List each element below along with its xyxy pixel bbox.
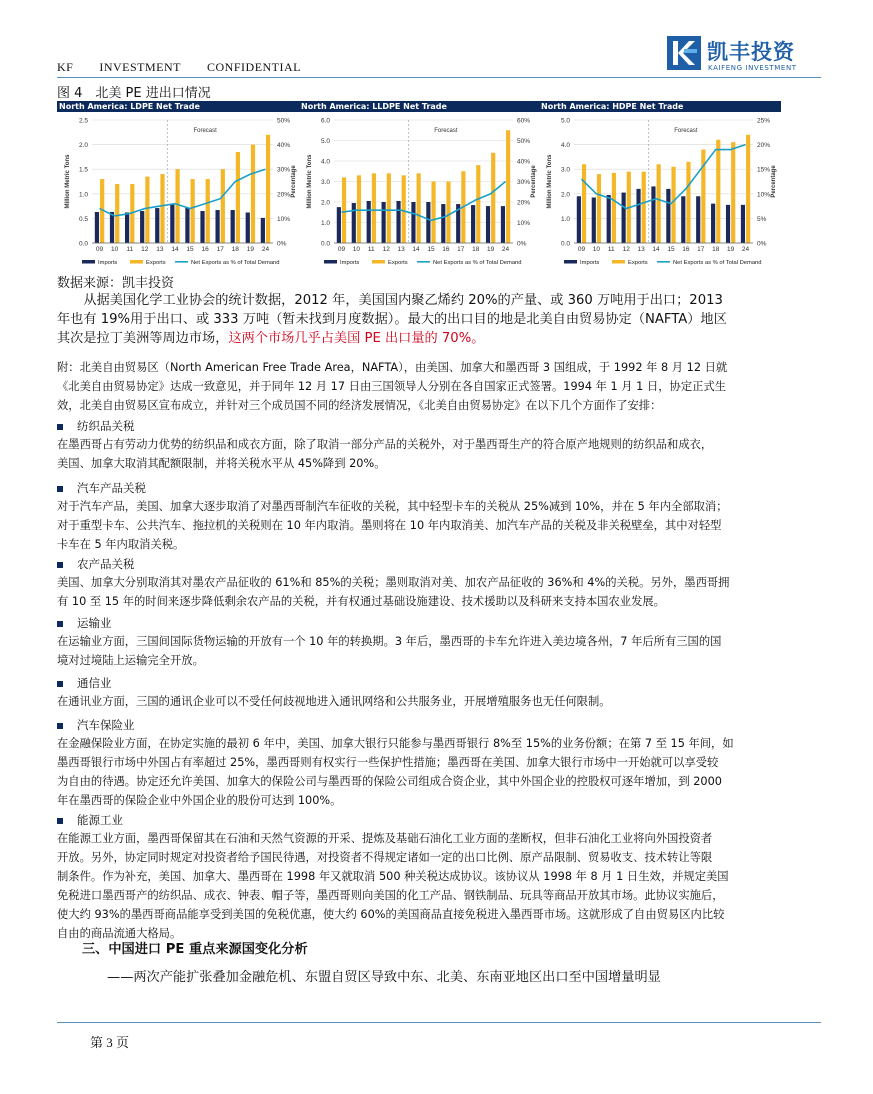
chart-hdpe-plot — [539, 112, 779, 269]
net-exports-line — [100, 169, 266, 216]
bar-imports — [352, 203, 356, 243]
bar-imports — [367, 201, 371, 243]
section-body — [57, 573, 821, 611]
section-line: 对于汽车产品，美国、加拿大逐步取消了对墨西哥制汽车征收的关税，其中轻型卡车的关税从 25%减到 10%，并在 5 年内全部取消； — [57, 500, 728, 513]
section-line: 对于重型卡车、公共汽车、拖拉机的关税则在 10 年内取消。墨则将在 10 年内取消美、加汽车产品的关税及非关税壁垒，其中对轻型 — [57, 519, 722, 532]
bar-imports — [666, 189, 670, 243]
bar-exports — [417, 173, 421, 243]
section-heading-text: 通信业 — [77, 676, 112, 690]
x-tick-label: 16 — [682, 246, 690, 253]
section-line: 使大约 93%的墨西哥商品能享受到美国的免税优惠，使大约 60%的美国商品直接免税进入墨西哥市场。这就形成了自由贸易区内比较 — [57, 908, 725, 921]
x-tick-label: 14 — [171, 246, 179, 253]
page-number: 第 3 页 — [90, 1035, 130, 1050]
figure-source: 数据来源：凯丰投资 — [57, 276, 175, 291]
legend-label: Imports — [98, 260, 118, 266]
bullet-square-icon — [57, 424, 63, 430]
section-line: 年在墨西哥的保险企业中外国企业的股份可达到 100%。 — [57, 794, 342, 807]
section-line: 在金融保险业方面，在协定实施的最初 6 年中，美国、加拿大银行只能参与墨西哥银行 8%至 15%的业务份额；在第 7 至 15 年间，如 — [57, 737, 734, 750]
y-tick-label: 4.0 — [560, 142, 570, 150]
x-tick-label: 10 — [111, 246, 119, 253]
y2-tick-label: 0% — [517, 240, 527, 248]
bar-imports — [231, 210, 235, 243]
forecast-annotation: Forecast — [674, 128, 698, 134]
legend-label: Net Exports as % of Total Demand — [673, 260, 762, 266]
forecast-annotation: Forecast — [434, 128, 458, 134]
bar-exports — [372, 173, 376, 243]
paragraph-line: 年也有 19%用于出口、或 333 万吨（暂未找到月度数据）。最大的出口目的地是北美自由贸易协定（NAFTA）地区 — [57, 312, 727, 327]
bar-exports — [476, 165, 480, 243]
section-line: 卡车在 5 年内取消关税。 — [57, 538, 185, 551]
y-tick-label: 1.0 — [78, 191, 88, 199]
y2-axis-label: Percentage — [291, 165, 297, 198]
bullet-square-icon — [57, 681, 63, 687]
bullet-square-icon — [57, 621, 63, 627]
y-tick-label: 0.0 — [320, 240, 330, 248]
x-tick-label: 18 — [712, 246, 720, 253]
y2-tick-label: 0% — [757, 240, 767, 248]
footer-divider — [57, 1022, 821, 1023]
y-tick-label: 5.0 — [320, 138, 330, 145]
y2-tick-label: 20% — [277, 191, 291, 199]
note-line: 效，北美自由贸易区宣布成立，并针对三个成员国不同的经济发展情况，《北美自由贸易协定》在以下几个方面作了安排： — [57, 399, 662, 412]
legend-swatch-exports — [130, 260, 143, 264]
bar-imports — [592, 197, 596, 243]
x-tick-label: 15 — [186, 246, 194, 253]
bar-imports — [501, 206, 505, 243]
bar-imports — [396, 201, 400, 243]
x-tick-label: 15 — [427, 246, 435, 253]
header-divider — [57, 77, 821, 78]
section-body — [57, 692, 821, 711]
section-heading-text: 运输业 — [77, 616, 112, 630]
bar-exports — [387, 173, 391, 243]
company-logo — [667, 36, 827, 76]
x-tick-label: 11 — [607, 246, 615, 253]
x-tick-label: 16 — [442, 246, 450, 253]
bar-imports — [486, 206, 490, 243]
y2-tick-label: 50% — [517, 138, 531, 145]
bar-exports — [221, 169, 225, 243]
figure-title: 图 4 北美 PE 进出口情况 — [57, 86, 211, 101]
x-tick-label: 24 — [741, 246, 750, 253]
y-tick-label: 3.0 — [320, 179, 330, 186]
y-tick-label: 6.0 — [320, 117, 330, 125]
bar-imports — [200, 211, 204, 243]
bar-imports — [155, 208, 159, 243]
y-tick-label: 2.0 — [78, 142, 88, 150]
net-exports-line — [341, 182, 505, 221]
y-tick-label: 1.5 — [78, 166, 88, 174]
legend-label: Imports — [580, 260, 600, 266]
forecast-annotation: Forecast — [193, 128, 217, 134]
section-heading — [57, 556, 135, 572]
section-heading — [57, 675, 112, 691]
y2-tick-label: 60% — [517, 117, 531, 125]
bar-exports — [657, 164, 661, 243]
y-axis-label: Million Metric Tons — [307, 154, 313, 209]
y-axis-label: Million Metric Tons — [547, 154, 553, 209]
y-tick-label: 4.0 — [320, 158, 330, 166]
section-heading-text: 能源工业 — [77, 813, 123, 827]
bar-imports — [636, 189, 640, 243]
bar-imports — [696, 196, 700, 243]
header-confidential — [57, 60, 327, 75]
section-body — [57, 632, 821, 670]
section-line: 开放。另外，协定同时规定对投资者给予国民待遇，对投资者不得规定诸如一定的出口比例、原产品限制、贸易收支、技术转让等限 — [57, 851, 713, 864]
nafta-note — [57, 358, 821, 415]
y-tick-label: 0.0 — [78, 240, 88, 248]
section-line: 制条件。作为补充，美国、加拿大、墨西哥在 1998 年又就取消 500 种关税达成协议。该协议从 1998 年 8 月 1 日生效，并规定美国 — [57, 870, 729, 883]
bar-exports — [642, 172, 646, 243]
section-line: 为自由的待遇。协定还允许美国、加拿大的保险公司与墨西哥的保险公司组成合资企业，其中外国企业的控股权可逐年增加，到 2000 — [57, 775, 722, 788]
legend-label: Exports — [388, 260, 408, 266]
section-heading-text: 农产品关税 — [77, 557, 135, 571]
bar-imports — [622, 193, 626, 243]
bar-exports — [597, 174, 601, 243]
legend-label: Exports — [146, 260, 166, 266]
section-line: 在通讯业方面，三国的通讯企业可以不受任何歧视地进入通讯网络和公共服务业，开展增殖服务也无任何限制。 — [57, 695, 611, 708]
x-tick-label: 18 — [472, 246, 480, 253]
y-tick-label: 3.0 — [560, 166, 570, 174]
section-line: 在墨西哥占有劳动力优势的纺织品和成衣方面，除了取消一部分产品的关税外，对于墨西哥生产的符合原产地规则的纺织品和成衣， — [57, 438, 713, 451]
y-tick-label: 2.0 — [560, 191, 570, 199]
bar-imports — [681, 196, 685, 243]
y2-tick-label: 5% — [757, 215, 767, 223]
bar-imports — [170, 205, 174, 243]
paragraph-text: 其次是拉丁美洲等周边市场， — [57, 331, 229, 346]
y-axis-label: Million Metric Tons — [65, 154, 71, 209]
y2-tick-label: 20% — [757, 142, 771, 150]
section-body — [57, 497, 821, 554]
y2-tick-label: 15% — [757, 166, 771, 174]
header-investment: INVESTMENT — [99, 60, 182, 74]
y-tick-label: 2.5 — [78, 117, 88, 125]
header-kf: KF — [57, 60, 74, 74]
section-heading — [57, 615, 112, 631]
x-tick-label: 17 — [457, 246, 465, 253]
y-tick-label: 2.0 — [320, 199, 330, 207]
bar-exports — [746, 135, 750, 243]
y2-axis-label: Percentage — [531, 165, 537, 198]
x-tick-label: 15 — [667, 246, 675, 253]
y2-tick-label: 30% — [517, 179, 531, 186]
chart-lldpe — [299, 101, 541, 269]
bar-exports — [191, 179, 195, 243]
paragraph-line: 从据美国化学工业协会的统计数据，2012 年，美国国内聚乙烯约 20%的产量、或 360 万吨用于出口；2013 — [57, 293, 723, 308]
bar-exports — [446, 182, 450, 244]
bar-exports — [160, 174, 164, 243]
chart-hdpe — [539, 101, 781, 269]
y2-tick-label: 20% — [517, 199, 531, 207]
bullet-square-icon — [57, 723, 63, 729]
bar-exports — [175, 169, 179, 243]
section-3-subtitle: ——两次产能扩张叠加金融危机、东盟自贸区导致中东、北美、东南亚地区出口至中国增量明显 — [107, 970, 661, 985]
x-tick-label: 12 — [141, 246, 149, 253]
bar-exports — [357, 175, 361, 243]
x-tick-label: 14 — [412, 246, 420, 253]
section-line: 美国、加拿大取消其配额限制，并将关税水平从 45%降到 20%。 — [57, 457, 386, 470]
logo-english-name: KAIFENG INVESTMENT — [708, 64, 797, 72]
x-tick-label: 19 — [487, 246, 495, 253]
bar-imports — [711, 204, 715, 243]
x-tick-label: 10 — [592, 246, 600, 253]
x-tick-label: 12 — [382, 246, 390, 253]
x-tick-label: 11 — [367, 246, 375, 253]
section-heading — [57, 480, 146, 496]
section-heading-text: 汽车保险业 — [77, 718, 135, 732]
bar-exports — [582, 164, 586, 243]
bar-exports — [236, 152, 240, 243]
y2-axis-label: Percentage — [771, 165, 777, 198]
x-tick-label: 09 — [95, 246, 104, 253]
x-tick-label: 12 — [622, 246, 630, 253]
bar-exports — [612, 173, 616, 243]
bar-imports — [140, 211, 144, 243]
bar-imports — [471, 205, 475, 243]
bar-imports — [726, 205, 730, 243]
paragraph-1 — [57, 291, 821, 348]
logo-chinese-name: 凯丰投资 — [707, 40, 795, 64]
bar-imports — [411, 202, 415, 243]
x-tick-label: 09 — [337, 246, 346, 253]
x-tick-label: 16 — [201, 246, 209, 253]
bar-exports — [342, 177, 346, 243]
bar-imports — [741, 205, 745, 243]
legend-swatch-exports — [372, 260, 385, 264]
chart-ldpe — [57, 101, 299, 269]
bar-exports — [145, 177, 149, 243]
x-tick-label: 09 — [577, 246, 586, 253]
legend-label: Net Exports as % of Total Demand — [191, 260, 280, 266]
header-confidential-text: CONFIDENTIAL — [207, 60, 302, 74]
y-tick-label: 1.0 — [320, 220, 330, 227]
bar-imports — [95, 212, 99, 243]
bar-exports — [402, 175, 406, 243]
bullet-square-icon — [57, 486, 63, 492]
y2-tick-label: 40% — [277, 142, 291, 150]
bar-exports — [716, 140, 720, 243]
y2-tick-label: 0% — [277, 240, 287, 248]
chart-ldpe-plot — [57, 112, 299, 269]
bar-exports — [251, 145, 255, 243]
x-tick-label: 19 — [246, 246, 254, 253]
bar-imports — [577, 196, 581, 243]
y2-tick-label: 10% — [277, 215, 291, 223]
legend-swatch-imports — [564, 260, 577, 264]
y2-tick-label: 25% — [757, 117, 771, 125]
paragraph-line — [57, 329, 821, 348]
highlight-text: 这两个市场几乎占美国 PE 出口量的 70%。 — [228, 331, 485, 346]
y2-tick-label: 50% — [277, 117, 291, 125]
chart-title: North America: LDPE Net Trade — [57, 101, 299, 112]
bar-imports — [607, 195, 611, 243]
section-line: 在能源工业方面，墨西哥保留其在石油和天然气资源的开采、提炼及基础石油化工业方面的垄断权，但非石油化工业将向外国投资者 — [57, 832, 713, 845]
section-line: 自由的商品流通大格局。 — [57, 927, 182, 940]
note-line: 《北美自由贸易协定》达成一致意见，并于同年 12 月 17 日由三国领导人分别在各自国家正式签署。1994 年 1 月 1 日，协定正式生 — [57, 380, 727, 393]
kf-logo-icon — [667, 36, 701, 70]
bar-exports — [686, 162, 690, 243]
legend-label: Net Exports as % of Total Demand — [433, 260, 522, 266]
y2-tick-label: 40% — [517, 158, 531, 166]
x-tick-label: 17 — [697, 246, 705, 253]
section-heading-text: 纺织品关税 — [77, 419, 135, 433]
y-tick-label: 0.5 — [78, 215, 88, 223]
section-3-title: 三、中国进口 PE 重点来源国变化分析 — [82, 942, 308, 957]
bar-exports — [671, 167, 675, 243]
section-line: 免税进口墨西哥产的纺织品、成衣、钟表、帽子等，墨西哥则向美国的化工产品、钢铁制品、玩具等商品开放其市场。此协议实施后， — [57, 889, 724, 902]
y2-tick-label: 10% — [517, 220, 531, 227]
bar-exports — [206, 179, 210, 243]
chart-title: North America: HDPE Net Trade — [539, 101, 781, 112]
x-tick-label: 10 — [352, 246, 360, 253]
legend-label: Imports — [340, 260, 360, 266]
y-tick-label: 1.0 — [560, 215, 570, 223]
section-heading-text: 汽车产品关税 — [77, 481, 146, 495]
y2-tick-label: 10% — [757, 191, 771, 199]
x-tick-label: 13 — [156, 246, 164, 253]
chart-title: North America: LLDPE Net Trade — [299, 101, 541, 112]
bullet-square-icon — [57, 562, 63, 568]
bar-imports — [185, 208, 189, 243]
section-line: 境对过境陆上运输完全开放。 — [57, 654, 204, 667]
legend-swatch-imports — [324, 260, 337, 264]
x-tick-label: 19 — [727, 246, 735, 253]
bullet-square-icon — [57, 818, 63, 824]
net-exports-line — [581, 145, 745, 209]
y2-tick-label: 30% — [277, 166, 291, 174]
bar-exports — [491, 153, 495, 243]
bar-imports — [426, 202, 430, 243]
section-heading — [57, 717, 135, 733]
bar-imports — [125, 212, 129, 243]
section-heading — [57, 418, 135, 434]
y-tick-label: 5.0 — [560, 117, 570, 125]
bar-imports — [261, 218, 265, 243]
x-tick-label: 13 — [397, 246, 405, 253]
bar-exports — [115, 184, 119, 243]
x-tick-label: 24 — [501, 246, 510, 253]
note-line: 附：北美自由贸易区（North American Free Trade Area，NAFTA），由美国、加拿大和墨西哥 3 国组成，于 1992 年 8 月 12 日就 — [57, 361, 728, 374]
bar-exports — [731, 142, 735, 243]
x-tick-label: 13 — [637, 246, 645, 253]
chart-lldpe-plot — [299, 112, 539, 269]
section-body — [57, 435, 821, 473]
x-tick-label: 17 — [216, 246, 224, 253]
bar-imports — [651, 186, 655, 243]
x-tick-label: 18 — [231, 246, 239, 253]
bar-exports — [266, 135, 270, 243]
x-tick-label: 24 — [261, 246, 270, 253]
section-body — [57, 829, 821, 943]
bar-imports — [441, 204, 445, 243]
bar-imports — [246, 212, 250, 243]
bar-exports — [431, 182, 435, 244]
legend-swatch-imports — [82, 260, 95, 264]
bar-imports — [382, 202, 386, 243]
section-line: 有 10 至 15 年的时间来逐步降低剩余农产品的关税，并有权通过基础设施建设、技术援助以及科研来支持本国农业发展。 — [57, 595, 665, 608]
bar-exports — [506, 130, 510, 243]
section-body — [57, 734, 821, 810]
legend-label: Exports — [628, 260, 648, 266]
bar-imports — [110, 212, 114, 243]
section-line: 在运输业方面，三国间国际货物运输的开放有一个 10 年的转换期。3 年后，墨西哥的卡车允许进入美边境各州，7 年后所有三国的国 — [57, 635, 722, 648]
section-heading — [57, 812, 123, 828]
y-tick-label: 0.0 — [560, 240, 570, 248]
x-tick-label: 11 — [126, 246, 134, 253]
x-tick-label: 14 — [652, 246, 660, 253]
bar-imports — [215, 210, 219, 243]
bar-imports — [337, 207, 341, 243]
section-line: 美国、加拿大分别取消其对墨农产品征收的 61%和 85%的关税；墨则取消对美、加农产品征收的 36%和 4%的关税。另外，墨西哥拥 — [57, 576, 730, 589]
legend-swatch-exports — [612, 260, 625, 264]
section-line: 墨西哥银行市场中外国占有率超过 25%，墨西哥则有权实行一些保护性措施；墨西哥在美国、加拿大银行市场中一开始就可以享受较 — [57, 756, 719, 769]
